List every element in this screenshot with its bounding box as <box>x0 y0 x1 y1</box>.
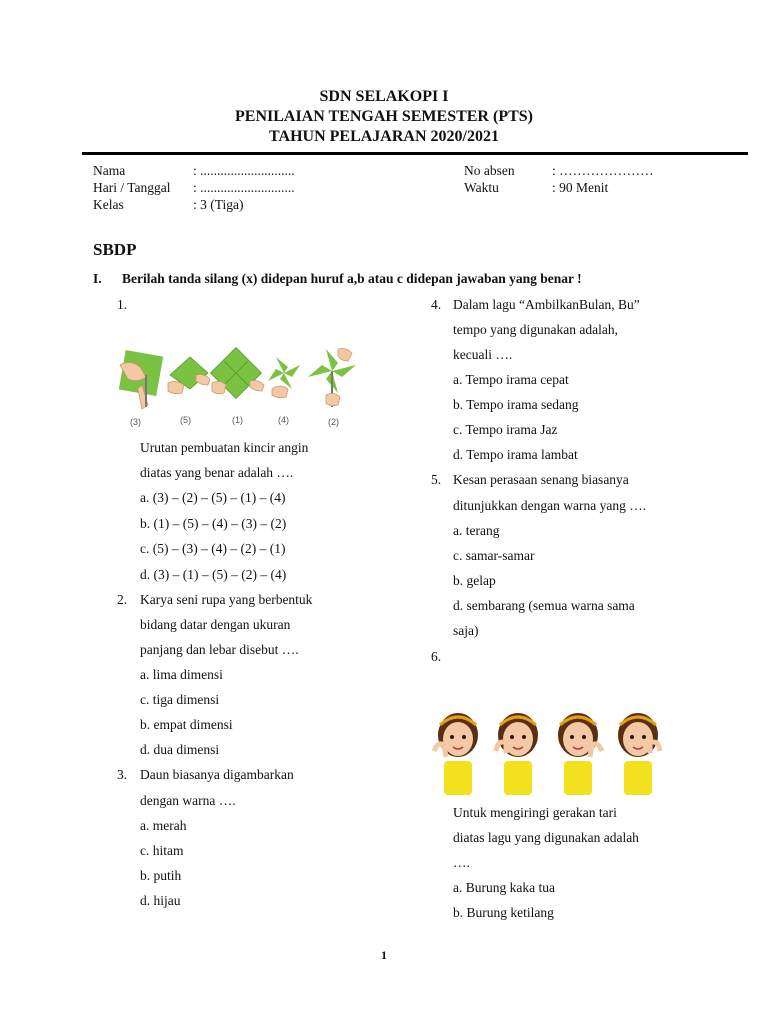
absen-value: : ………………… <box>552 163 654 178</box>
hari-value: : ............................ <box>193 180 295 195</box>
section-instruction: Berilah tanda silang (x) didepan huruf a,b atau c didepan jawaban yang benar ! <box>122 271 582 286</box>
q1-text-line: Urutan pembuatan kincir angin <box>140 440 309 455</box>
pinwheel-step-2 <box>168 357 210 394</box>
girl-figure-1 <box>434 713 478 795</box>
q6-text-line: Untuk mengiringi gerakan tari <box>453 805 617 820</box>
section-roman: I. <box>93 271 102 286</box>
q2-text-line: Karya seni rupa yang berbentuk <box>140 592 313 607</box>
pinwheel-step-5 <box>308 349 356 408</box>
q5-text-line: Kesan perasaan senang biasanya <box>453 472 629 487</box>
q5-option-a[interactable]: a. terang <box>453 523 500 538</box>
q4-text-line: Dalam lagu “AmbilkanBulan, Bu” <box>453 297 640 312</box>
q2-number: 2. <box>117 592 128 607</box>
q5-option-b[interactable]: b. gelap <box>453 573 496 588</box>
q6-option-b[interactable]: b. Burung ketilang <box>453 905 554 920</box>
q2-option-a[interactable]: a. lima dimensi <box>140 667 223 682</box>
waktu-label: Waktu <box>464 180 499 195</box>
q4-option-c[interactable]: c. Tempo irama Jaz <box>453 422 558 437</box>
q6-option-a[interactable]: a. Burung kaka tua <box>453 880 555 895</box>
pinwheel-step-4 <box>268 357 300 398</box>
school-year: TAHUN PELAJARAN 2020/2021 <box>269 128 499 145</box>
q3-option-a[interactable]: a. merah <box>140 818 187 833</box>
q1-option-a[interactable]: a. (3) – (2) – (5) – (1) – (4) <box>140 490 286 505</box>
q4-option-b[interactable]: b. Tempo irama sedang <box>453 397 579 412</box>
q1-number: 1. <box>117 297 128 312</box>
q2-option-b[interactable]: b. empat dimensi <box>140 717 233 732</box>
step-label: (1) <box>232 415 243 425</box>
q5-option-c[interactable]: c. samar-samar <box>453 548 535 563</box>
girl-figure-3 <box>558 713 602 795</box>
q4-number: 4. <box>431 297 442 312</box>
q4-text-line: tempo yang digunakan adalah, <box>453 322 618 337</box>
q1-option-d[interactable]: d. (3) – (1) – (5) – (2) – (4) <box>140 567 287 582</box>
nama-value: : ............................ <box>193 163 295 178</box>
pinwheel-step-1 <box>119 350 163 409</box>
dancing-girls-image <box>428 705 668 797</box>
q5-text-line: ditunjukkan dengan warna yang …. <box>453 498 647 513</box>
q3-text-line: dengan warna …. <box>140 793 236 808</box>
step-label: (4) <box>278 415 289 425</box>
q2-option-c[interactable]: c. tiga dimensi <box>140 692 220 707</box>
step-label: (5) <box>180 415 191 425</box>
q3-option-b[interactable]: b. putih <box>140 868 182 883</box>
q6-number: 6. <box>431 649 442 664</box>
pinwheel-step-3 <box>211 348 264 399</box>
q5-option-d[interactable]: d. sembarang (semua warna sama <box>453 598 635 613</box>
q4-text-line: kecuali …. <box>453 347 513 362</box>
girl-figure-4 <box>618 713 660 795</box>
pinwheel-steps-image <box>112 345 367 433</box>
q1-text-line: diatas yang benar adalah …. <box>140 465 294 480</box>
waktu-value: : 90 Menit <box>552 180 609 195</box>
step-label: (2) <box>328 417 339 427</box>
q4-option-a[interactable]: a. Tempo irama cepat <box>453 372 569 387</box>
q2-option-d[interactable]: d. dua dimensi <box>140 742 220 757</box>
q3-option-d[interactable]: d. hijau <box>140 893 181 908</box>
nama-label: Nama <box>93 163 126 178</box>
q1-option-b[interactable]: b. (1) – (5) – (4) – (3) – (2) <box>140 516 287 531</box>
absen-label: No absen <box>464 163 515 178</box>
q3-option-c[interactable]: c. hitam <box>140 843 184 858</box>
header-rule <box>82 152 748 155</box>
subject-title: SBDP <box>93 240 137 259</box>
q5-option-d-cont: saja) <box>453 623 479 638</box>
school-name: SDN SELAKOPI I <box>319 88 449 105</box>
page-number: 1 <box>381 948 387 962</box>
q3-text-line: Daun biasanya digambarkan <box>140 767 294 782</box>
kelas-value: : 3 (Tiga) <box>193 197 244 212</box>
q6-text-line: diatas lagu yang digunakan adalah <box>453 830 639 845</box>
exam-title: PENILAIAN TENGAH SEMESTER (PTS) <box>235 108 533 125</box>
q5-number: 5. <box>431 472 442 487</box>
q3-number: 3. <box>117 767 128 782</box>
q6-text-line: …. <box>453 855 470 870</box>
q4-option-d[interactable]: d. Tempo irama lambat <box>453 447 578 462</box>
q1-option-c[interactable]: c. (5) – (3) – (4) – (2) – (1) <box>140 541 286 556</box>
q2-text-line: bidang datar dengan ukuran <box>140 617 291 632</box>
q2-text-line: panjang dan lebar disebut …. <box>140 642 299 657</box>
girl-figure-2 <box>496 713 538 795</box>
step-label: (3) <box>130 417 141 427</box>
kelas-label: Kelas <box>93 197 124 212</box>
hari-label: Hari / Tanggal <box>93 180 171 195</box>
